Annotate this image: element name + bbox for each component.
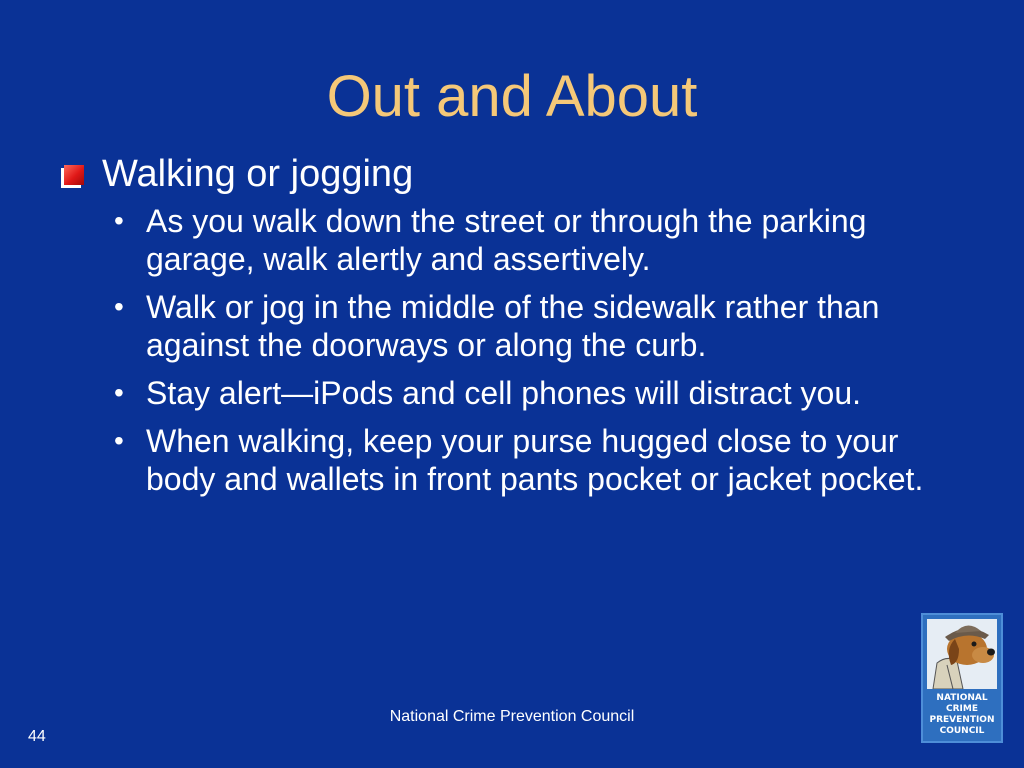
bullet-list (64, 202, 964, 498)
bullet-item (64, 422, 964, 498)
mcgruff-dog-icon (927, 619, 997, 689)
bullet-dot-icon: • (114, 377, 124, 408)
bullet-text: As you walk down the street or through the parking garage, walk alertly and assertively. (146, 203, 867, 277)
bullet-item (64, 202, 964, 278)
main-point (64, 150, 964, 198)
slide-content (64, 150, 964, 508)
bullet-dot-icon: • (114, 291, 124, 322)
slide-title: Out and About (326, 64, 698, 129)
bullet-item (64, 288, 964, 364)
square-bullet-icon (64, 165, 84, 185)
bullet-dot-icon: • (114, 205, 124, 236)
bullet-dot-icon: • (114, 425, 124, 456)
slide-number: 44 (28, 728, 46, 745)
bullet-text: Walk or jog in the middle of the sidewalk rather than against the doorways or along the curb. (146, 289, 880, 363)
ncpc-logo (921, 613, 1003, 743)
bullet-item (64, 374, 964, 412)
bullet-text: Stay alert—iPods and cell phones will distract you. (146, 375, 862, 411)
logo-text: NATIONAL CRIME PREVENTION COUNCIL (929, 693, 995, 736)
footer-text: National Crime Prevention Council (389, 708, 635, 725)
bullet-text: When walking, keep your purse hugged close to your body and wallets in front pants pocket or jacket pocket. (146, 423, 924, 497)
main-point-text: Walking or jogging (102, 153, 414, 195)
